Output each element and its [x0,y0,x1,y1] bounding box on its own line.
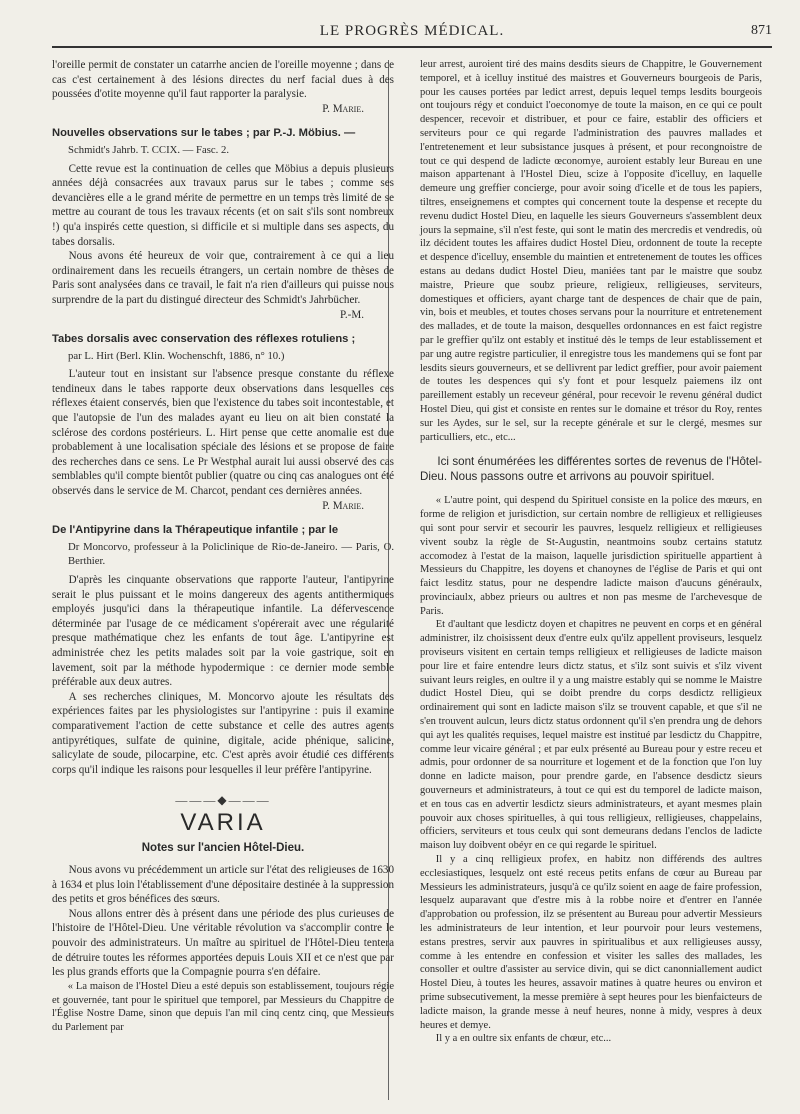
article-heading: De l'Antipyrine dans la Thérapeutique infantile ; par le [52,524,339,537]
journal-title: LE PROGRÈS MÉDICAL. [319,23,505,39]
left-column [52,58,394,1035]
page-header [52,20,772,48]
paragraph: Nous allons entrer dès à présent dans une période des plus curieuses de l'histoire de l'Hôtel-Dieu. Une véritable révolution va s'accomplir contre le pouvoir des administrateurs. Un maître au spirituel de l'Hôtel-Dieu tentera de détruire toutes les réformes apportées depuis Louis XII et ce n'est que par les plus grands efforts que la Compagnie pourra s'en défaire. [52,907,394,979]
quote-paragraph: « L'autre point, qui despend du Spirituel consiste en la police des mœurs, en forme de religion et jurisdiction, sur certain nombre de relligieux et relligieuses qui sont pour servir et secourir les pauvres, lesquelz relligieux et relligieuses vivent soubz la règle de St-Augustin, neantmoins soubz certains statutz accomodez à l'estat de la maison, laquelle jurisdiction spirituelle appartient à Messieurs du Chappitre, les doyens et chanoynes de l'église de Paris et qui ont faict lesditz status, pour ne despendre ladicte maison d'aucuns généraulx, provinciaulx, abbez prieurs ou aultres et non pas mesme de l'archevesque de Paris. [420,495,762,617]
article-heading: Tabes dorsalis avec conservation des réflexes rotuliens ; [52,333,356,346]
article-citation: par L. Hirt (Berl. Klin. Wochenschft, 1886, n° 10.) [68,349,285,362]
right-column [420,58,762,1046]
signature: P. Marie. [322,102,364,115]
paragraph: Cette revue est la continuation de celles que Möbius a depuis plusieurs années déjà consacrées aux travaux parus sur le tabes ; comme ses devancières elle a le grand mérite de permettre en un temps très limité de se mettre au courant de tous les travaux récents (et on sait s'ils sont nombreux !) qu'a inspirés cette question, si difficile et si multiple dans ses aspects, du tabes dorsalis. [52,162,394,248]
article-heading: Nouvelles observations sur le tabes ; par P.-J. Möbius. — [52,127,356,140]
paragraph: Ici sont énumérées les différentes sortes de revenus de l'Hôtel-Dieu. Nous passons outre et arrivons au pouvoir spirituel. [420,455,762,484]
section-title: VARIA [180,808,266,836]
paragraph: l'oreille permit de constater un catarrhe ancien de l'oreille moyenne ; dans ce cas c'est certainement à des lésions directes du nerf facial dues à des poussées d'otite moyenne qu'il faut rapporter la paralysie. [52,59,394,101]
paragraph: A ses recherches cliniques, M. Moncorvo ajoute les résultats des expériences faites par les physiologistes sur l'antipyrine : puis il examine comparativement l'action de cette substance et celle des autres agents antipyrétiques, sulfate de quinine, digitale, acide phénique, salicine, salicylate de soude, pilocarpine, etc. C'est après avoir étudié ces différents corps qu'il indique les raisons pour lesquelles il leur préfère l'antipyrine. [52,690,394,776]
signature: P.-M. [339,308,364,321]
ornament-separator: ———◆——— [175,793,271,808]
paragraph: D'après les cinquante observations que rapporte l'auteur, l'antipyrine serait le plus puissant et le moins dangereux des agents antithermiques employés jusqu'ici dans la thérapeutique infantile. La défervescence déterminée par l'usage de ce médicament s'opérerait avec une régularité presque mathématique chez les enfants de tout âge. L'antipyrine est administrée chez les petits malades soit par la voie gastrique, soit en lavement, soit par la méthode hypodermique : ce dernier mode semble préférable aux deux autres. [52,574,394,689]
section-subtitle: Notes sur l'ancien Hôtel-Dieu. [141,841,305,854]
page-number: 871 [751,23,772,38]
paragraph: L'auteur tout en insistant sur l'absence presque constante du réflexe tendineux dans le tabes rapporte deux observations dans lesquelles ces réflexes étaient conservés, bien que l'existence du tabes soit incontestable, et que l'autopsie de l'un des malades ayant eu lieu on ait bien constaté la sclérose des cordons postérieurs. L. Hirt pense que cette anomalie est due probablement à une localisation spéciale des lésions et se propose de faire des recherches dans ce sens. Le Pr Westphal aurait lui aussi observé des cas semblables qu'il compte bientôt publier (quatre ou cinq cas analogues ont été observés dans le service de M. Charcot, pendant ces dernières années. [52,368,394,498]
paragraph: Nous avons été heureux de voir que, contrairement à ce qui a lieu ordinairement dans les recueils étrangers, un certain nombre de thèses de Paris sont analysées dans ce travail, le fait n'a rien d'ailleurs qui puisse nous surprendre de la part du distingué directeur des Schmidt's Jahrbücher. [52,250,394,306]
quote-paragraph: leur arrest, auroient tiré des mains desdits sieurs de Chappitre, le Gouvernement temporel, et à icelluy institué des maistres et Gouverneurs bourgeois de Paris, pour les causes portées par ledict arrest, depuis lequel temps lesdits bourgeois ont toujours régy et conduict l'oeconomye de toute la maison, en ce qui ce poult despencer, recevoir et distribuer, et pour ce faire, establir des officiers et serviteurs pour ce qui regarde l'administration des pauvres mallades et l'entretenement et leur subsistance jusques à présent, et pour recongnoistre de tout ce qui despend de ladicte œconomye, auroient estably leur Bureau en une maison appartenant à l'Hostel Dieu, scize à l'opposite d'icelluy, en laquelle demeure ung greffier concierge, pour avoir soing d'icelle et de tous les papiers, tiltres, enseignemens et comptes qui concernent toute la despense et recepte du revenu dudict Hostel Dieu, en laquelle les sieurs Gouverneurs s'assemblent deux jours la sepmaine, s'il n'est feste, qui sont le matin des mercredis et vendredis, où ilz décident toutes les affaires dudict Hostel Dieu, ordonnent de toute la recepte et despence d'icelluy, ensemble du maintien et entretenement de toutes les offices estans au dedans dudict Hostel Dieu, maniées tant par le maistre que soubz maistre, Prieure que soubz prieure, religieux, relligieuses, serviteurs, domestiques et officiers, ayant charge tant de despences de chair que de pain, vin, bois et meubles, et toutes choses servans pour la nourriture et entretenement des mallades, et de toute la maison, desquelles ordonnances en est faict registre par le greffier qu'ilz ont estably et institué dès le temps de leur establissement et par ung autre registre particulier, il enregistre tous les mandemens qui se font par lesdits sieurs gouverneurs, et se dellivrent par ledict greffier, pour avoir paiement de toutes les despences qui s'y font et pour lesquelz paiemens ilz ont pareillement estably un receveur général, pour recevoir le revenu général dudict Hostel Dieu, qui gist et consiste en rentes sur le domaine et trésor du Roy, rentes sur les Aydes, sur le sel, sur la recepte générale et sur le clergé, mesmes sur particulliers, etc., etc... [420,59,762,443]
signature: P. Marie. [322,499,364,512]
paragraph: Nous avons vu précédemment un article sur l'état des religieuses de 1630 à 1634 et plus loin l'établissement d'une dépositaire destinée à la suppression des petits et gros bénéfices des sœurs. [52,864,394,906]
article-citation: Schmidt's Jahrb. T. CCIX. — Fasc. 2. [68,143,229,156]
quote-paragraph: Il y a en oultre six enfants de chœur, etc... [435,1033,612,1045]
quote-paragraph: Il y a cinq relligieux profex, en habitz non différends des aultres ecclesiastiques, lesquelz ont esté receus petits enfans de cœur au Bureau par Messieurs les administrateurs, jusqu'à ce qu'ilz soient en aage de faire profession, lesquelz auparavant que d'estre mis à la robbe noire et d'entrer en l'année d'approbation ou profession, ilz se présentent au Bureau pour advertir Messieurs les administrateurs de leur intention, et leur pourvoir pour leurs vestemens, estans prestres, servir aux pauvres in spiritualibus et aux relligieuses aussy, comme à les entendre en confession et visiter les salles des mallades, les consoller et oultre d'assister au service divin, qui se dict canonniallement audict Hostel Dieu, à toutes les heures, assavoir matines à quatre heures ou environ et prime subsecutivement, la messe première à sept heures pour les bienfaicteurs de ladicte maison, la grande messe à neuf heures, nonne à midy, vespres à deux heures et demye. [420,854,762,1031]
quote-paragraph: Et d'aultant que lesdictz doyen et chapitres ne peuvent en corps et en général administrer, ilz choisissent deux d'entre eulx qu'ilz appellent proviseurs, lesquelz proviseurs visitent en certain temps relligieux et relligieuses de ladicte maison pour lire et faire entendre leurs dictz status, et s'ilz sont suivis et s'ilz vivent suivant leurs reigles, en oultre il y a ung maistre estably qui se nomme le Maistre dudict Hostel Dieu, qui se doibt prendre du corps desdictz relligieux ordinairement qui sont en ladicte maison s'ilz se trouvent capable, et que s'il ne s'en trouvent aulcun, leurs dictz status ordonnent qu'il s'en prendra ung de dehors qui ayt les qualités requises, lequel maistre est institué par lesdictz du Chappitre, comme leur vicaire général ; et par eulx présenté au Bureau pour y estre receu et admis, pour ordonner de sa nourriture et logement et de la fonction que l'on luy donne en ladicte maison, pour prendre garde, en l'absence desdictz sieurs gouverneurs et administrateurs, à tout ce qui est du temporel de ladicte maison, et en tous cas en advertir lesdictz sieurs administrateurs, et ayant mesmes plain pouvoir aux choses spirituelles, à qui tous relligieux, relligieuses, chappelains, officiers, serviteurs et tous ceulx qui sont demeurans dedans l'enclos de ladicte maison luy doibvent obéyr en ce qui regarde le spirituel. [420,619,762,852]
quote-paragraph: « La maison de l'Hostel Dieu a esté depuis son establissement, toujours régie et gouvernée, tant pour le spirituel que temporel, par Messieurs du Chappitre de l'Église Nostre Dame, sinon que depuis l'an mil cinq centz cinq, que Messieurs du Parlement par [52,980,394,1034]
article-citation: Dr Moncorvo, professeur à la Policlinique de Rio-de-Janeiro. — Paris, O. Berthier. [68,540,394,568]
